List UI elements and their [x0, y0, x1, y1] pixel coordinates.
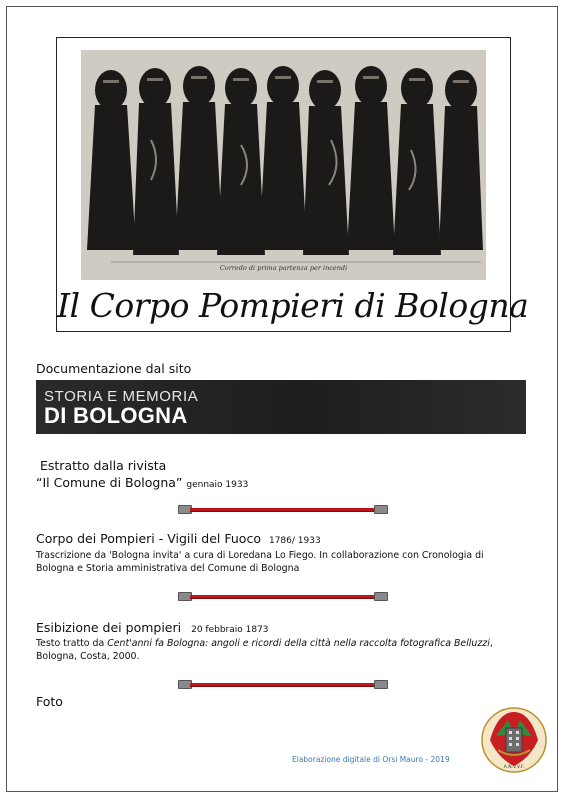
- section2-text-suffix: , Bologna, Costa, 2000.: [36, 638, 493, 662]
- photo-section-title[interactable]: Foto: [36, 694, 63, 709]
- divider-cap-right: [374, 680, 388, 689]
- section2-date: 20 febbraio 1873: [191, 625, 269, 635]
- firefighter-uniforms-illustration: [81, 50, 486, 280]
- divider-cap-right: [374, 592, 388, 601]
- section2-book-title: Cent'anni fa Bologna: angoli e ricordi della città nella raccolta fotografica Belluzzi: [107, 638, 490, 649]
- digital-credit: Elaborazione digitale di Orsi Mauro - 2019: [292, 755, 450, 764]
- documentation-label: Documentazione dal sito: [36, 361, 192, 376]
- firefighters-photo: [81, 50, 486, 280]
- section1-text: Trascrizione da 'Bologna invita' a cura di Loredana Lo Fiego. In collaborazione con Cronologia di Bologna e Storia amministrativa del Comune di Bologna: [36, 550, 484, 574]
- section2-title[interactable]: Esibizione dei pompieri: [36, 620, 182, 635]
- divider: [178, 592, 388, 602]
- divider-cap-right: [374, 505, 388, 514]
- divider-bar: [190, 508, 376, 511]
- excerpt-date: gennaio 1933: [186, 480, 249, 490]
- section2-text: [36, 638, 506, 663]
- anvvf-logo: [480, 706, 548, 774]
- section1-title[interactable]: Corpo dei Pompieri - Vigili del Fuoco: [36, 531, 261, 546]
- divider: [178, 680, 388, 690]
- photo-caption: Corredo di prima partenza per incendi: [219, 264, 348, 272]
- banner-line2: DI BOLOGNA: [44, 403, 188, 428]
- banner-line1: STORIA E MEMORIA: [44, 388, 199, 405]
- magazine-title: “Il Comune di Bologna”: [36, 475, 183, 490]
- excerpt-intro: Estratto dalla rivista: [40, 458, 167, 473]
- section2-text-prefix: Testo tratto da: [36, 638, 108, 649]
- divider-bar: [190, 595, 376, 598]
- svg-text:A.N.V.V.F.: A.N.V.V.F.: [503, 765, 525, 770]
- section1-years: 1786/ 1933: [268, 536, 321, 546]
- section2-heading: [36, 620, 269, 635]
- storia-memoria-banner[interactable]: [36, 380, 526, 434]
- divider-bar: [190, 683, 376, 686]
- excerpt-source: [36, 475, 248, 490]
- cover-frame: [56, 37, 529, 332]
- association-emblem-icon: [480, 706, 548, 774]
- cover-title: Il Corpo Pompieri di Bologna: [57, 286, 529, 325]
- divider: [178, 505, 388, 515]
- section1-heading: [36, 531, 321, 546]
